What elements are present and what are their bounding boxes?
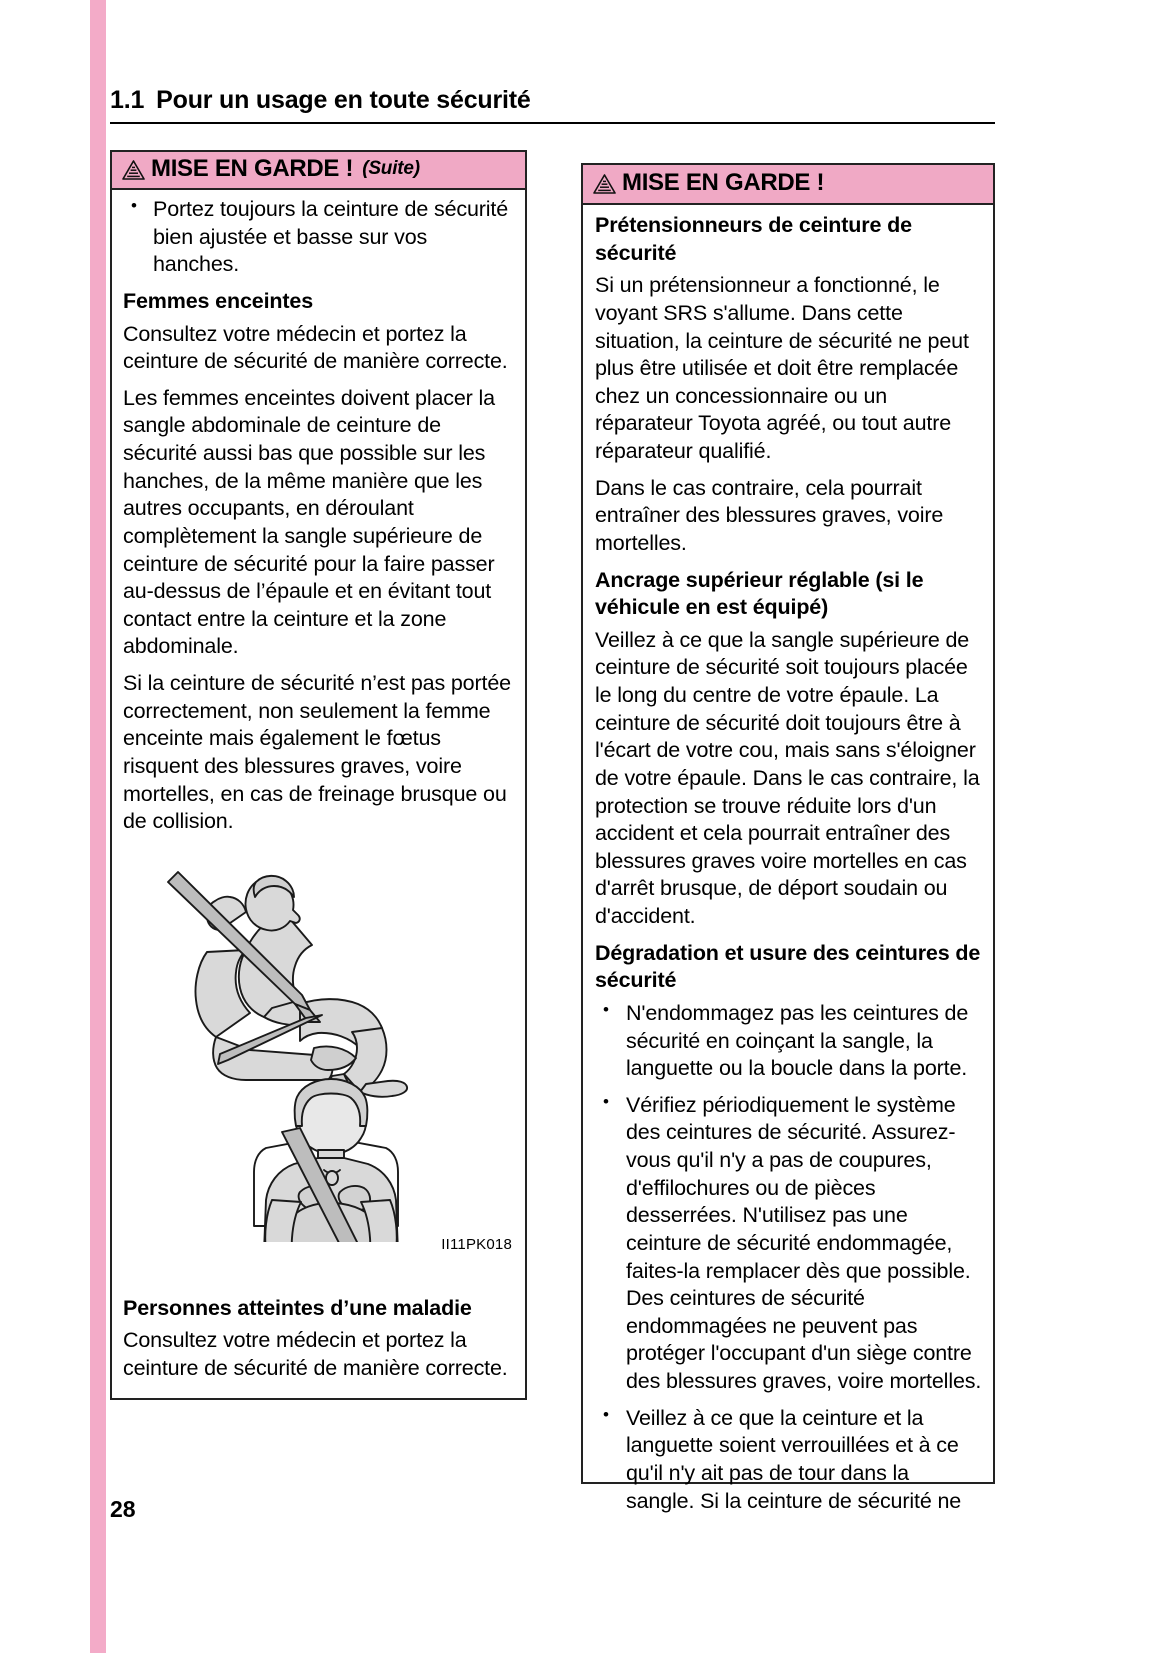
heading-personnes-maladie: Personnes atteintes d’une maladie bbox=[123, 1295, 472, 1320]
page-header bbox=[110, 86, 995, 124]
section-title: Pour un usage en toute sécurité bbox=[156, 86, 531, 114]
paragraph-ancrage: Veillez à ce que la sangle supérieure de ceinture de sécurité soit toujours placée le long du centre de votre épaule. La ceinture de sécurité doit toujours être à l'écart de votre cou, mais sans s'éloigner de votre épaule. Dans le cas contraire, la protection se trouve réduite lors d'un accident et cela pourrait entraîner des blessures graves voire mortelles en cas d'arrêt brusque, de déport soudain ou d'accident. bbox=[595, 627, 980, 928]
list-item: • Veillez à ce que la ceinture et la languette soient verrouillées et à ce qu'il n'y ait pas de tour dans la sangle. Si la ceinture de sécurité ne bbox=[595, 1405, 982, 1516]
section-edge-tab bbox=[90, 0, 106, 1653]
bullet-list-left-top bbox=[123, 196, 514, 279]
warning-triangle-icon bbox=[122, 160, 145, 180]
heading-pretensionneurs: Prétensionneurs de ceinture de sécurité bbox=[595, 213, 912, 265]
header-divider bbox=[110, 122, 995, 124]
paragraph-risques-foetus: Si la ceinture de sécurité n’est pas portée correctement, non seulement la femme enceinte mais également le fœtus risquent des blessures graves, voire mortelles, en cas de freinage brusque ou de collision. bbox=[123, 671, 511, 834]
warning-triangle-icon bbox=[593, 174, 616, 194]
heading-degradation-usure: Dégradation et usure des ceintures de sécurité bbox=[595, 940, 981, 993]
section-number: 1.1 bbox=[110, 86, 145, 114]
list-item: • Vérifiez périodiquement le système des ceintures de sécurité. Assurez-vous qu'il n'y a pas de coupures, d'effilochures ou de pièces desserrées. N'utilisez pas une ceinture de sécurité endommagée, faites-la remplacer dès que possible. Des ceintures de sécurité endommagées ne peuvent pas protéger l'occupant d'un siège contre des blessures graves, voire mortelles. bbox=[595, 1092, 982, 1396]
warning-body-left bbox=[112, 190, 525, 1400]
heading-ancrage-superieur: Ancrage supérieur réglable (si le véhicule en est équipé) bbox=[595, 567, 924, 620]
page-margin bbox=[0, 0, 90, 1653]
warning-label-right: MISE EN GARDE ! bbox=[622, 169, 825, 196]
list-item: • N'endommagez pas les ceintures de sécurité en coinçant la sangle, la languette ou la boucle dans la porte. bbox=[595, 1000, 982, 1083]
warning-box-left bbox=[110, 150, 527, 1400]
seatbelt-pregnant-occupant-illustration bbox=[154, 852, 484, 1242]
bullet-list-right bbox=[595, 1000, 982, 1515]
warning-header-left bbox=[112, 152, 525, 190]
warning-body-right bbox=[583, 205, 993, 1532]
warning-header-right bbox=[583, 165, 993, 205]
paragraph-cas-contraire: Dans le cas contraire, cela pourrait entraîner des blessures graves, voire mortelles. bbox=[595, 475, 944, 555]
figure-caption: II11PK018 bbox=[441, 1235, 512, 1253]
list-item: • Portez toujours la ceinture de sécurité bien ajustée et basse sur vos hanches. bbox=[123, 196, 514, 279]
paragraph-sangle-abdominale: Les femmes enceintes doivent placer la sangle abdominale de ceinture de sécurité aussi bas que possible sur les hanches, de la même manière que les autres occupants, en déroulant complètement la sangle supérieure de ceinture de sécurité pour la faire passer au-dessus de l’épaule et en évitant tout contact entre la ceinture et la zone abdominale. bbox=[123, 385, 495, 659]
figure-seatbelt-pregnant bbox=[123, 852, 514, 1253]
warning-suffix-left: (Suite) bbox=[362, 158, 420, 179]
warning-box-right bbox=[581, 163, 995, 1513]
page-number: 28 bbox=[110, 1496, 136, 1522]
paragraph-consultez-medecin-2: Consultez votre médecin et portez la ceinture de sécurité de manière correcte. bbox=[123, 1328, 508, 1380]
paragraph-consultez-medecin: Consultez votre médecin et portez la ceinture de sécurité de manière correcte. bbox=[123, 321, 508, 374]
heading-femmes-enceintes: Femmes enceintes bbox=[123, 288, 313, 313]
warning-label-left: MISE EN GARDE ! bbox=[151, 155, 354, 182]
page-title bbox=[110, 86, 995, 115]
paragraph-pretensionneur: Si un prétensionneur a fonctionné, le voyant SRS s'allume. Dans cette situation, la ceinture de sécurité ne peut plus être utilisée et doit être remplacée chez un concessionnaire ou un réparateur Toyota agréé, ou tout autre réparateur qualifié. bbox=[595, 273, 969, 463]
